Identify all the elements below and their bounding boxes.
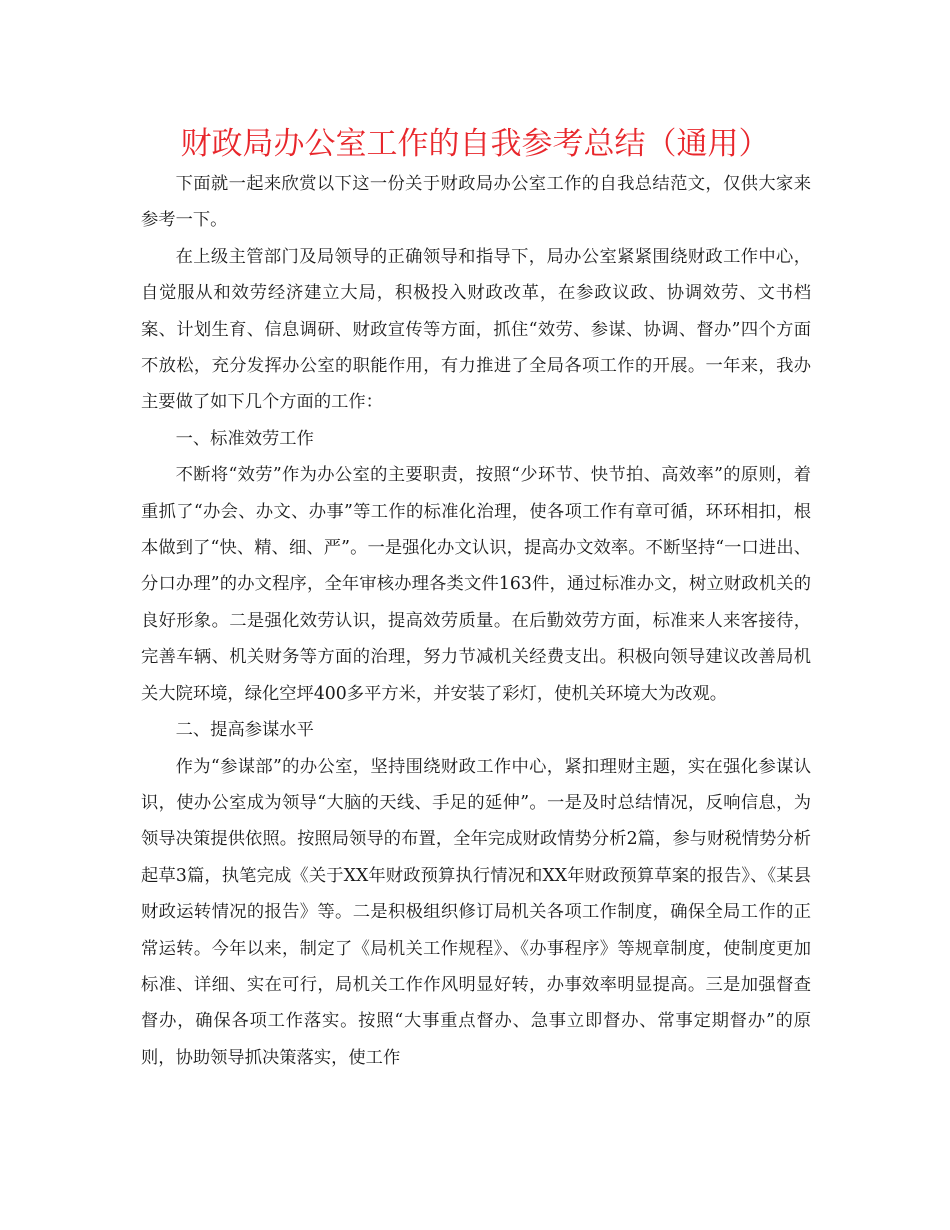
section-heading-2: 二、提高参谋水平 (175, 720, 314, 741)
section-1-paragraph: 不断将“效劳”作为办公室的主要职责，按照“少环节、快节拍、高效率”的原则，着重抓了“办会、办文、办事”等工作的标准化治理，使各项工作有章可循，环环相扣，根本做到了“快、精、细、严”。一是强化办文认识，提高办文效率。不断坚持“一口进出、分口办理”的办文程序，全年审核办理各类文件163件，通过标准办文，树立财政机关的良好形象。二是强化效劳认识，提高效劳质量。在后勤效劳方面，标准来人来客接待，完善车辆、机关财务等方面的治理，努力节减机关经费支出。积极向领导建议改善局机关大院环境，绿化空坪400多平方米，并安装了彩灯，使机关环境大为改观。 (141, 465, 811, 704)
document-title: 财政局办公室工作的自我参考总结（通用） (180, 126, 770, 162)
overview-paragraph: 在上级主管部门及局领导的正确领导和指导下，局办公室紧紧围绕财政工作中心，自觉服从和效劳经济建立大局，积极投入财政改革，在参政议政、协调效劳、文书档案、计划生育、信息调研、财政宣传等方面，抓住“效劳、参谋、协调、督办”四个方面不放松，充分发挥办公室的职能作用，有力推进了全局各项工作的开展。一年来，我办主要做了如下几个方面的工作： (141, 246, 811, 413)
intro-paragraph: 下面就一起来欣赏以下这一份关于财政局办公室工作的自我总结范文，仅供大家来参考一下。 (141, 174, 811, 231)
section-2-paragraph: 作为“参谋部”的办公室，坚持围绕财政工作中心，紧扣理财主题，实在强化参谋认识，使办公室成为领导“大脑的天线、手足的延伸”。一是及时总结情况，反响信息，为领导决策提供依照。按照局领导的布置，全年完成财政情势分析2篇，参与财税情势分析起草3篇，执笔完成《关于XX年财政预算执行情况和XX年财政预算草案的报告》、《某县财政运转情况的报告》等。二是积极组织修订局机关各项工作制度，确保全局工作的正常运转。今年以来，制定了《局机关工作规程》、《办事程序》等规章制度，使制度更加标准、详细、实在可行，局机关工作作风明显好转，办事效率明显提高。三是加强督查督办，确保各项工作落实。按照“大事重点督办、急事立即督办、常事定期督办”的原则，协助领导抓决策落实，使工作 (141, 756, 811, 1068)
document-body (141, 166, 811, 1076)
section-heading-1: 一、标准效劳工作 (175, 428, 314, 449)
